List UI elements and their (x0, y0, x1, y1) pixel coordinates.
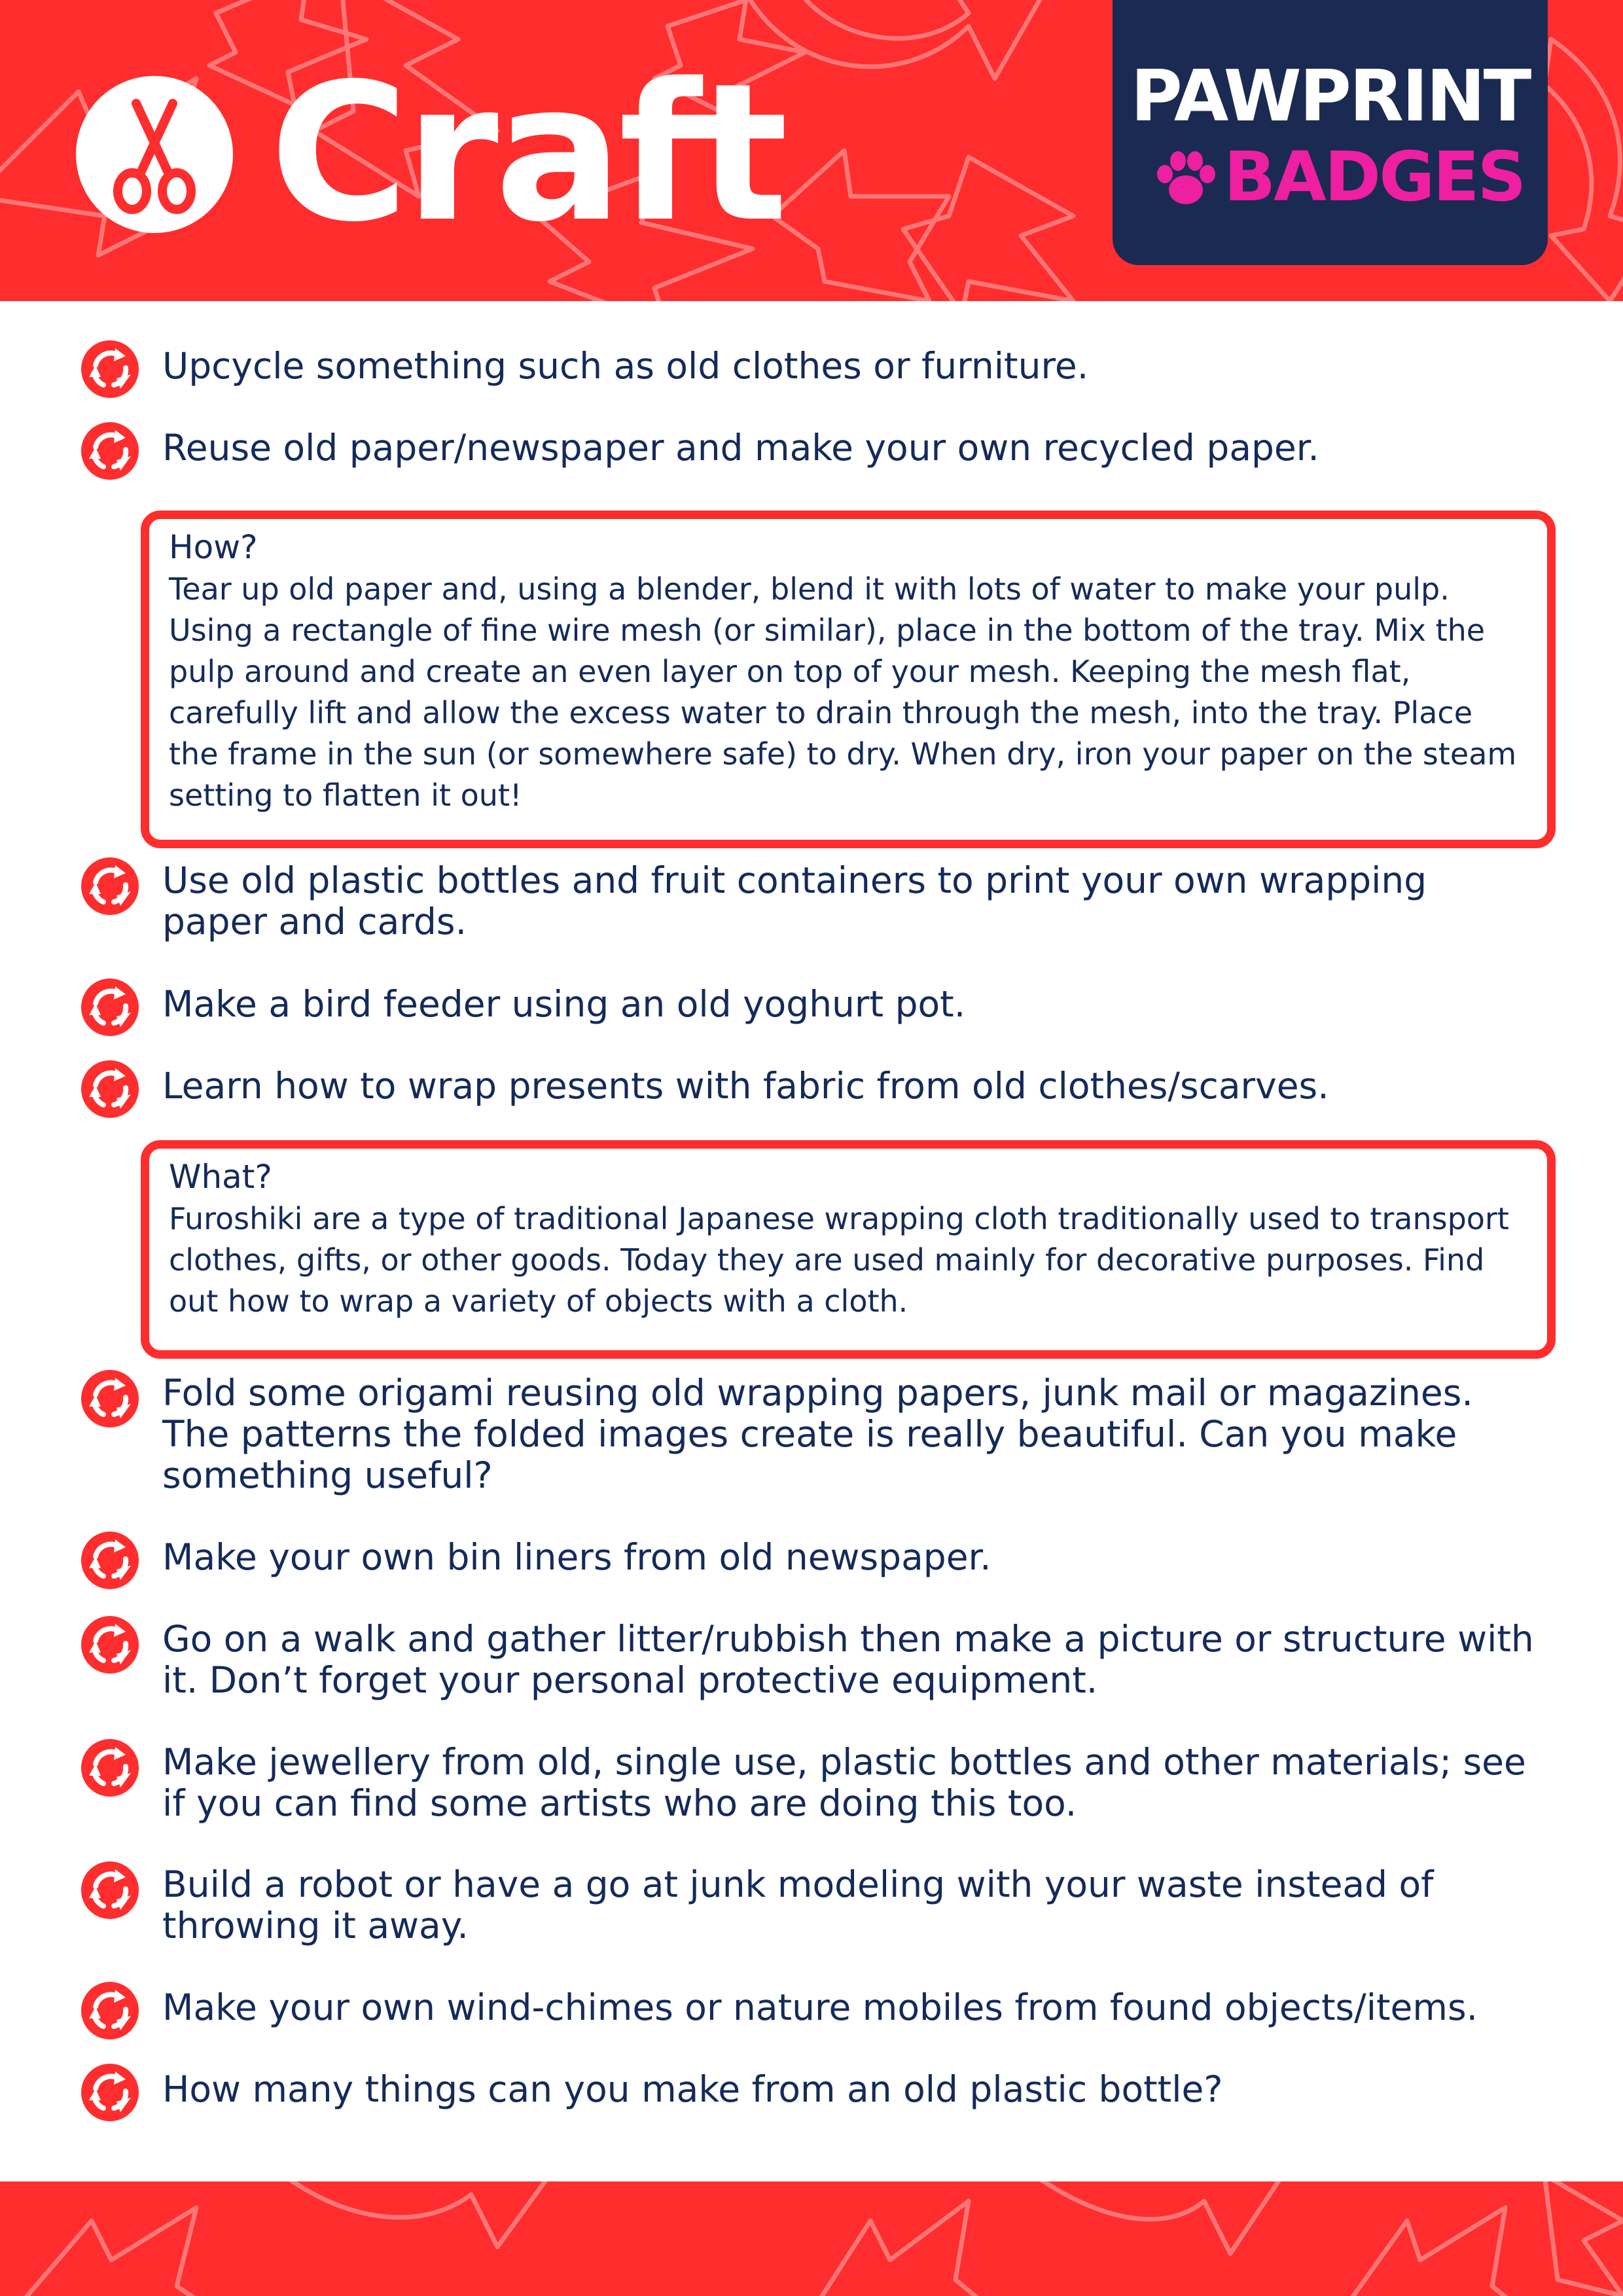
header-banner (0, 0, 1623, 301)
recycle-icon (80, 1738, 140, 1798)
recycle-icon (80, 1860, 140, 1920)
recycle-icon (80, 856, 140, 916)
info-box-title: What? (169, 1158, 272, 1196)
brand-name-line1: PAWPRINT (1130, 56, 1530, 137)
list-item-text: Reuse old paper/newspaper and make your own recycled paper. (162, 427, 1319, 469)
footer-banner (0, 2181, 1623, 2296)
recycle-icon (80, 2062, 140, 2123)
recycle-icon (80, 1981, 140, 2041)
brand-name-line2-group (1152, 137, 1525, 217)
arrow-pattern-decoration (0, 2181, 1623, 2296)
list-item-text: Upcycle something such as old clothes or furniture. (162, 345, 1089, 387)
recycle-icon (80, 1369, 140, 1429)
recycle-icon (80, 1615, 140, 1675)
recycle-icon (80, 1059, 140, 1119)
list-item-text: Learn how to wrap presents with fabric from old clothes/scarves. (162, 1065, 1329, 1107)
list-item-text: Fold some origami reusing old wrapping papers, junk mail or magazines. The patterns the folded images create is really beautiful. Can you make something useful? (162, 1372, 1473, 1496)
page-title: Craft (270, 43, 785, 264)
list-item-text: Go on a walk and gather litter/rubbish then make a picture or structure with it. Don’t forget your personal protective equipment. (162, 1618, 1534, 1701)
list-item-text: How many things can you make from an old plastic bottle? (162, 2068, 1223, 2110)
info-box-body: Tear up old paper and, using a blender, blend it with lots of water to make your pulp. Using a rectangle of fine wire mesh (or similar), place in the bottom of the tray. Mix the pulp around and create an even layer on top of your mesh. Keeping the mesh flat, carefully lift and allow the excess water to drain through the mesh, into the tray. Place the frame in the sun (or somewhere safe) to dry. When dry, iron your paper on the steam setting to flatten it out! (169, 571, 1517, 813)
list-item-text: Make your own bin liners from old newspaper. (162, 1536, 991, 1578)
list-item-text: Make your own wind-chimes or nature mobiles from found objects/items. (162, 1986, 1478, 2028)
list-item-text: Build a robot or have a go at junk modeling with your waste instead of throwing it away. (162, 1863, 1434, 1946)
info-box-how (141, 511, 1556, 848)
info-box-body: Furoshiki are a type of traditional Japanese wrapping cloth traditionally used to transport clothes, gifts, or other goods. Today they are used mainly for decorative purposes. Find out how to wrap a variety of objects with a cloth. (169, 1201, 1509, 1319)
recycle-icon (80, 1530, 140, 1590)
list-item-text: Make a bird feeder using an old yoghurt pot. (162, 983, 966, 1025)
recycle-icon (80, 339, 140, 399)
list-item-text: Make jewellery from old, single use, plastic bottles and other materials; see if you can find some artists who are doing this too. (162, 1741, 1526, 1824)
info-box-what (141, 1140, 1556, 1359)
recycle-icon (80, 421, 140, 481)
scissors-icon (76, 76, 233, 233)
brand-logo (1113, 0, 1548, 265)
paw-icon (1152, 149, 1217, 208)
recycle-icon (80, 977, 140, 1037)
list-item-text: Use old plastic bottles and fruit containers to print your own wrapping paper and cards. (162, 859, 1427, 942)
info-box-title: How? (169, 528, 258, 566)
brand-name-line2: BADGES (1224, 137, 1525, 217)
